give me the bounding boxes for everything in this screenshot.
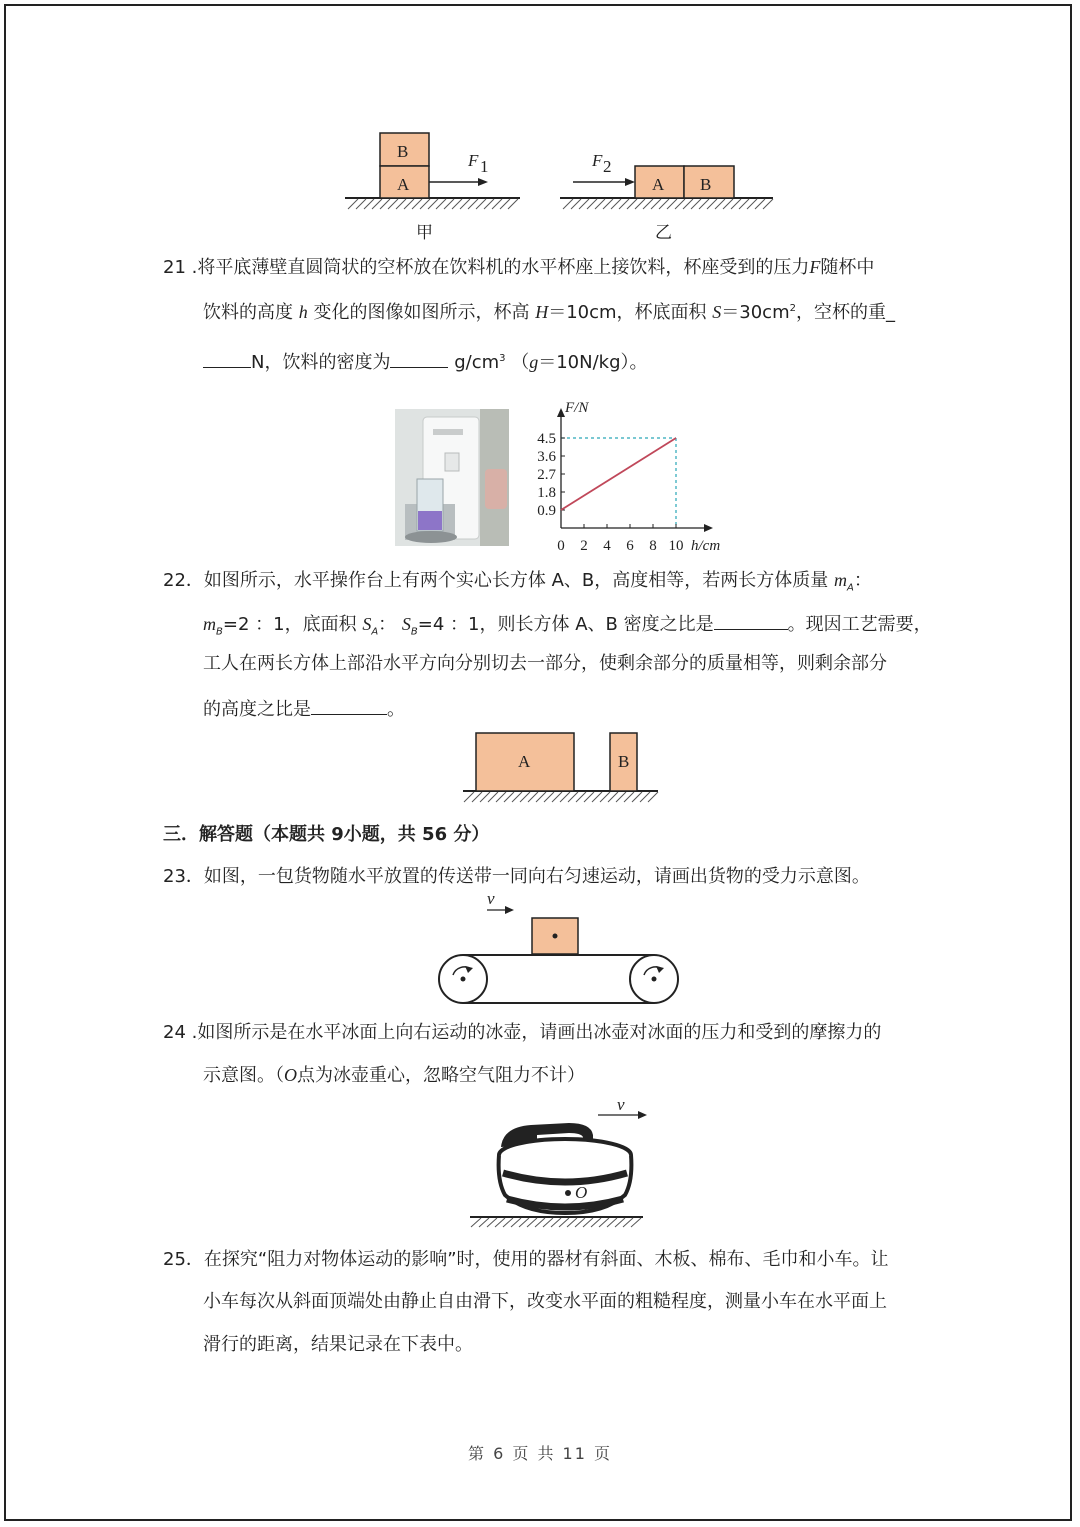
- center-label: O: [575, 1183, 588, 1202]
- answer-blank-density[interactable]: [390, 349, 448, 368]
- x-tick-label: 0: [557, 538, 565, 554]
- caption-jia: 甲: [416, 223, 433, 242]
- q22-line1: 22．如图所示，水平操作台上有两个实心长方体 A、B，高度相等，若两长方体质量 $m_A$：: [163, 570, 872, 594]
- q24-line1: 24 .如图所示是在水平冰面上向右运动的冰壶，请画出冰壶对冰面的压力和受到的摩擦力的: [163, 1022, 882, 1043]
- q25-line1: 25．在探究“阻力对物体运动的影响”时，使用的器材有斜面、木板、棉布、毛巾和小车。让: [163, 1249, 889, 1270]
- y-tick-label: 0.9: [537, 503, 556, 519]
- ground-hatch: [560, 198, 773, 209]
- block-a-label: A: [397, 175, 410, 194]
- y-axis-label: F/N: [565, 400, 589, 416]
- y-axis-arrow: [557, 408, 565, 417]
- block-a-label: A: [518, 752, 531, 771]
- x-axis-label: h/cm: [691, 538, 721, 554]
- q22-line3: 工人在两长方体上部沿水平方向分别切去一部分，使剩余部分的质量相等，则剩余部分: [203, 653, 887, 674]
- q21-line2: 饮料的高度 h 变化的图像如图所示，杯高 H＝10cm，杯底面积 $S=30cm^2$，空杯的重_: [203, 302, 895, 323]
- force-sub-f2: 2: [603, 157, 612, 176]
- answer-blank-weight[interactable]: [203, 349, 251, 368]
- curling-stone: [499, 1123, 632, 1213]
- force-height-chart: [525, 385, 735, 557]
- q22-line4: 的高度之比是 。: [203, 696, 405, 721]
- q25-line2: 小车每次从斜面顶端处由静止自由滑下，改变水平面的粗糙程度，测量小车在水平面上: [203, 1291, 887, 1312]
- q24-line2: 示意图。（O点为冰壶重心，忽略空气阻力不计）: [203, 1065, 585, 1086]
- velocity-label: v: [487, 889, 495, 908]
- figure-conveyor: [435, 889, 685, 1007]
- block-b-label: B: [618, 752, 630, 771]
- q23-text: 23．如图，一包货物随水平放置的传送带一同向右匀速运动，请画出货物的受力示意图。: [163, 866, 870, 887]
- y-tick-label: 1.8: [537, 485, 556, 501]
- block-b-label: B: [700, 175, 712, 194]
- force-label-f1: F: [468, 151, 479, 170]
- x-tick-label: 10: [668, 538, 684, 554]
- page-footer: 第 6 页 共 11 页: [468, 1444, 612, 1463]
- ground-hatch: [345, 198, 520, 209]
- force-label-f2: F: [592, 151, 603, 170]
- block-b-label: B: [397, 142, 409, 161]
- q21-line1: 21 .将平底薄壁直圆筒状的空杯放在饮料机的水平杯座上接饮料，杯座受到的压力F随杯中: [163, 257, 875, 278]
- series-line: [561, 438, 676, 510]
- answer-blank-density-ratio[interactable]: [714, 611, 788, 630]
- x-tick-label: 8: [649, 538, 657, 554]
- y-tick-label: 4.5: [537, 431, 556, 447]
- force-sub-f1: 1: [480, 157, 489, 176]
- block-a-label: A: [652, 175, 665, 194]
- caption-yi: 乙: [655, 223, 672, 242]
- q25-line3: 滑行的距离，结果记录在下表中。: [203, 1334, 473, 1355]
- x-tick-label: 6: [626, 538, 634, 554]
- y-tick-label: 3.6: [537, 449, 556, 465]
- x-tick-label: 4: [603, 538, 611, 554]
- figure-curling-stone: [465, 1095, 655, 1230]
- figure-blocks-yi: [555, 128, 785, 243]
- figure-q22-blocks: [458, 730, 663, 805]
- velocity-label: v: [617, 1095, 625, 1114]
- y-tick-label: 2.7: [537, 467, 556, 483]
- drink-machine-photo: [395, 409, 509, 546]
- x-tick-label: 2: [580, 538, 588, 554]
- x-axis-arrow: [704, 524, 713, 532]
- section-heading: 三．解答题（本题共 9小题，共 56 分）: [163, 824, 490, 845]
- figure-blocks-jia: [340, 128, 530, 243]
- conveyor-belt: [439, 955, 678, 1003]
- q21-line3: N，饮料的密度为 $g/cm^3$ （g＝10N/kg）。: [203, 348, 648, 374]
- answer-blank-height-ratio[interactable]: [311, 696, 387, 715]
- q22-line2: $m_B=2$ ：1，底面积 $S_A$： $S_B=4$ ：1，则长方体 A、B 密度之比是 。现因工艺需要，: [203, 611, 932, 644]
